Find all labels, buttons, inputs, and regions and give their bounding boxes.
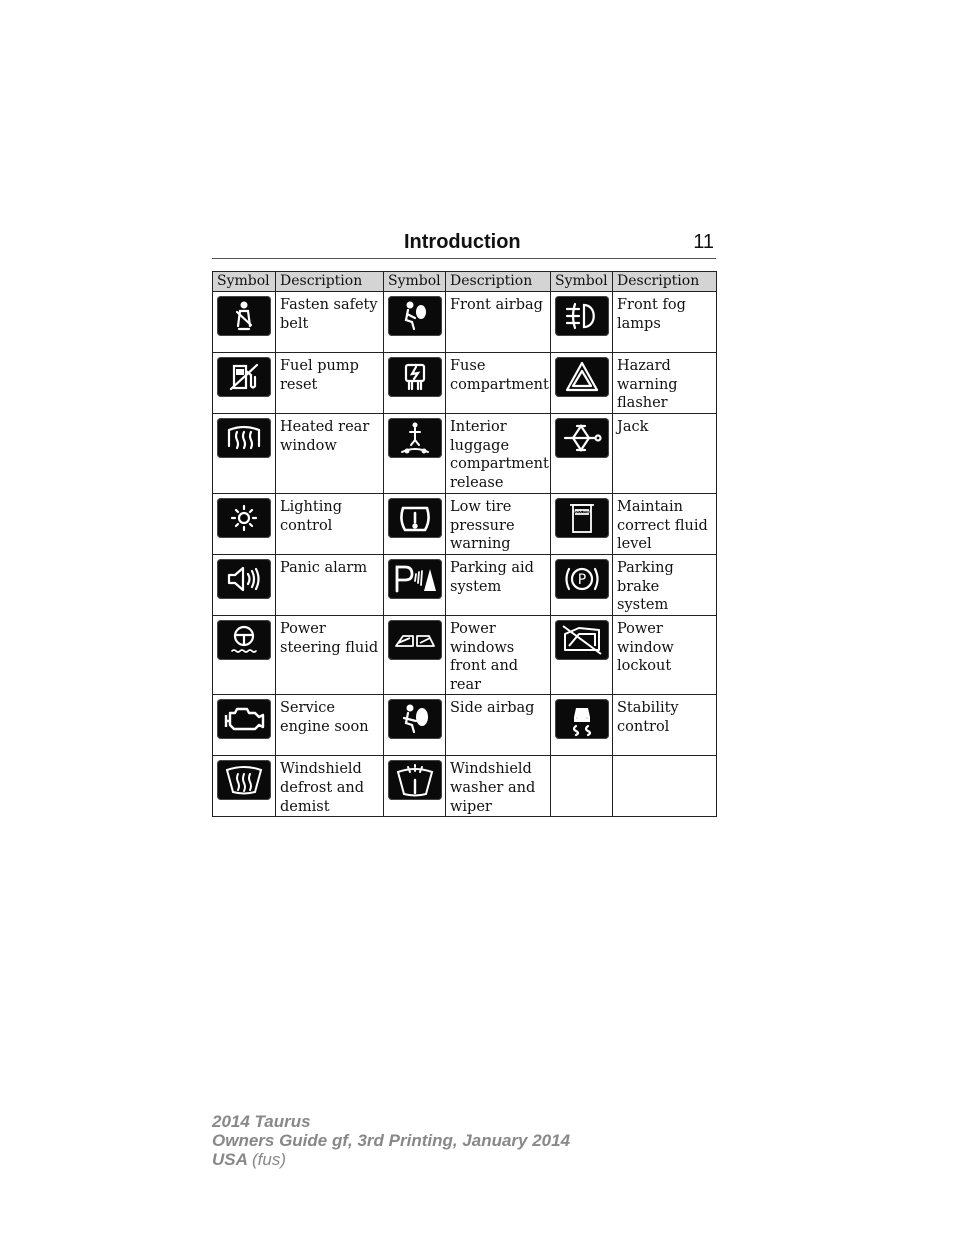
table-row xyxy=(213,353,717,414)
power-window-lockout-icon xyxy=(555,620,609,660)
symbol-description: Service engine soon xyxy=(276,695,384,756)
table-row xyxy=(213,555,717,616)
symbol-description: Fuel pump reset xyxy=(276,353,384,414)
service-engine-icon xyxy=(217,699,271,739)
footer-market-code: (fus) xyxy=(252,1150,286,1169)
empty-symbol-cell xyxy=(551,756,613,817)
symbol-description: Jack xyxy=(613,414,717,494)
jack-icon xyxy=(555,418,609,458)
symbol-description: Maintain correct fluid level xyxy=(613,494,717,555)
footer-market-name: USA xyxy=(212,1150,248,1169)
symbol-description: Power windows front and rear xyxy=(446,616,551,695)
footer-model: 2014 Taurus xyxy=(212,1112,311,1131)
fluid-level-icon xyxy=(555,498,609,538)
symbol-description: Fasten safety belt xyxy=(276,292,384,353)
symbol-description: Power steering fluid xyxy=(276,616,384,695)
symbol-description: Stability control xyxy=(613,695,717,756)
symbol-description: Hazard warning flasher xyxy=(613,353,717,414)
heated-rear-window-icon xyxy=(217,418,271,458)
page-number: 11 xyxy=(693,231,714,253)
seatbelt-icon xyxy=(217,296,271,336)
parking-brake-icon xyxy=(555,559,609,599)
symbol-description: Parking brake system xyxy=(613,555,717,616)
symbol-description: Power window lockout xyxy=(613,616,717,695)
column-header: Description xyxy=(446,272,551,292)
symbol-glossary-table xyxy=(212,271,717,817)
power-steering-fluid-icon xyxy=(217,620,271,660)
symbol-description: Front airbag xyxy=(446,292,551,353)
table-row xyxy=(213,414,717,494)
power-windows-icon xyxy=(388,620,442,660)
svg-text:MAX MIN: MAX MIN xyxy=(572,509,591,514)
column-header: Description xyxy=(613,272,717,292)
column-header: Symbol xyxy=(213,272,276,292)
low-tire-pressure-icon xyxy=(388,498,442,538)
fuel-pump-reset-icon xyxy=(217,357,271,397)
windshield-washer-icon xyxy=(388,760,442,800)
column-header: Symbol xyxy=(551,272,613,292)
hazard-flasher-icon xyxy=(555,357,609,397)
side-airbag-icon xyxy=(388,699,442,739)
symbol-description: Interior luggage compartment release xyxy=(446,414,551,494)
column-header: Symbol xyxy=(384,272,446,292)
front-fog-lamps-icon xyxy=(555,296,609,336)
svg-text:P: P xyxy=(577,572,586,588)
windshield-defrost-icon xyxy=(217,760,271,800)
lighting-control-icon xyxy=(217,498,271,538)
symbol-description: Front fog lamps xyxy=(613,292,717,353)
symbol-description: Heated rear window xyxy=(276,414,384,494)
table-row xyxy=(213,695,717,756)
page-footer xyxy=(212,1112,570,1169)
symbol-description: Panic alarm xyxy=(276,555,384,616)
column-header: Description xyxy=(276,272,384,292)
symbol-description: Fuse compartment xyxy=(446,353,551,414)
parking-aid-icon xyxy=(388,559,442,599)
symbol-description: Low tire pressure warning xyxy=(446,494,551,555)
footer-market xyxy=(212,1150,570,1169)
table-row xyxy=(213,756,717,817)
symbol-description: Windshield washer and wiper xyxy=(446,756,551,817)
table-row xyxy=(213,292,717,353)
panic-alarm-icon xyxy=(217,559,271,599)
page-header xyxy=(212,228,716,259)
symbol-description: Lighting control xyxy=(276,494,384,555)
empty-description-cell xyxy=(613,756,717,817)
interior-luggage-release-icon xyxy=(388,418,442,458)
stability-control-icon xyxy=(555,699,609,739)
table-header-row xyxy=(213,272,717,292)
symbol-description: Windshield defrost and demist xyxy=(276,756,384,817)
front-airbag-icon xyxy=(388,296,442,336)
table-row xyxy=(213,616,717,695)
fuse-compartment-icon xyxy=(388,357,442,397)
symbol-description: Parking aid system xyxy=(446,555,551,616)
section-title: Introduction xyxy=(404,231,521,253)
table-row xyxy=(213,494,717,555)
symbol-description: Side airbag xyxy=(446,695,551,756)
footer-edition: Owners Guide gf, 3rd Printing, January 2014 xyxy=(212,1131,571,1150)
